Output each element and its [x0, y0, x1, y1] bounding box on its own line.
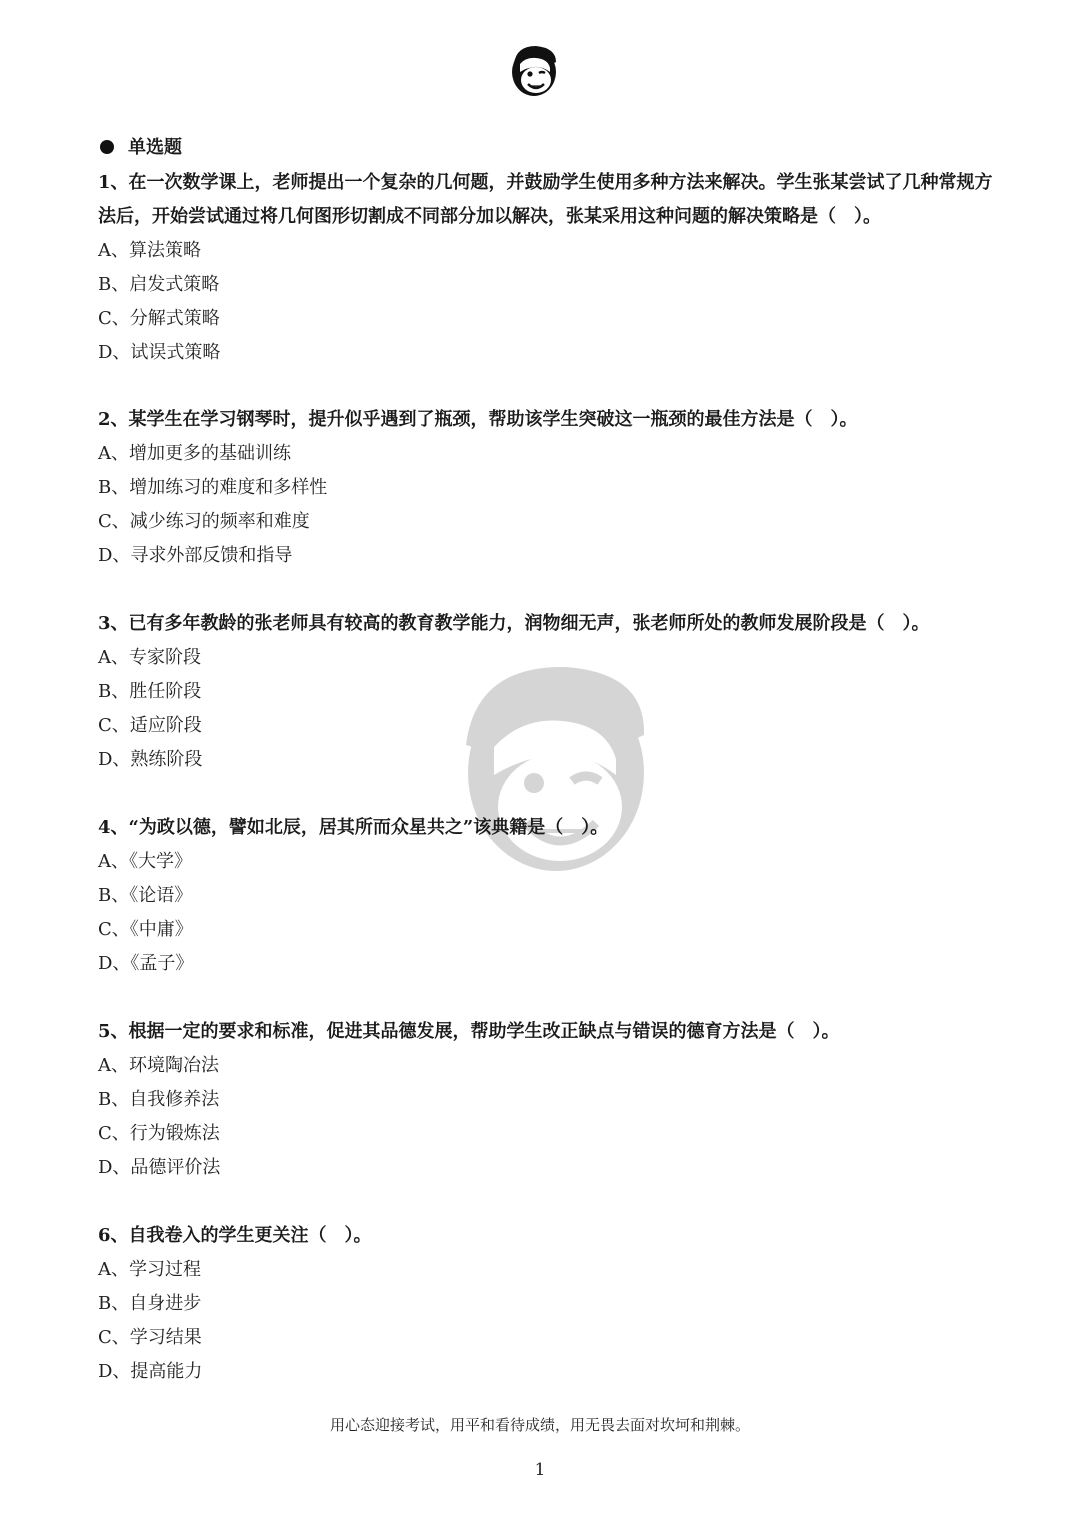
question-5: [98, 1015, 998, 1185]
option-a: A、专家阶段: [98, 647, 201, 668]
section-title: 单选题: [128, 137, 182, 158]
option-c: C、适应阶段: [98, 715, 202, 736]
option-d: D、寻求外部反馈和指导: [98, 545, 293, 566]
question-stem: 2、某学生在学习钢琴时，提升似乎遇到了瓶颈，帮助该学生突破这一瓶颈的最佳方法是（ ）。: [98, 409, 858, 430]
option-d: D、《孟子》: [98, 953, 194, 974]
option-c: C、减少练习的频率和难度: [98, 511, 310, 532]
option-a: A、算法策略: [98, 240, 201, 261]
option-b: B、胜任阶段: [98, 681, 202, 702]
option-a: A、环境陶冶法: [98, 1055, 219, 1076]
option-d: D、品德评价法: [98, 1157, 221, 1178]
footer-motto: 用心态迎接考试，用平和看待成绩，用无畏去面对坎坷和荆棘。: [329, 1416, 750, 1434]
question-stem: 4、“为政以德，譬如北辰，居其所而众星共之”该典籍是（ ）。: [98, 817, 609, 838]
option-c: C、行为锻炼法: [98, 1123, 220, 1144]
option-c: C、学习结果: [98, 1327, 202, 1348]
option-a: A、增加更多的基础训练: [98, 443, 291, 464]
question-stem: 6、自我卷入的学生更关注（ ）。: [98, 1225, 372, 1246]
bullet-dot-icon: [100, 140, 114, 154]
question-3: [98, 607, 998, 777]
question-stem: 3、已有多年教龄的张老师具有较高的教育教学能力，润物细无声，张老师所处的教师发展阶段是（ ）。: [98, 613, 930, 634]
question-stem: 1、在一次数学课上，老师提出一个复杂的几何题，并鼓励学生使用多种方法来解决。学生张某尝试了几种常规方法后，开始尝试通过将几何图形切割成不同部分加以解决，张某采用这种问题的解决策略是（ ）。: [98, 172, 993, 227]
question-2: [98, 403, 998, 573]
option-b: B、《论语》: [98, 885, 193, 906]
option-d: D、熟练阶段: [98, 749, 203, 770]
section-heading: [100, 134, 182, 162]
question-6: [98, 1219, 998, 1389]
option-b: B、自我修养法: [98, 1089, 220, 1110]
monkey-logo-icon: [506, 42, 562, 98]
option-a: A、《大学》: [98, 851, 192, 872]
question-4: [98, 811, 998, 981]
question-1: [98, 166, 998, 370]
option-b: B、增加练习的难度和多样性: [98, 477, 328, 498]
option-c: C、分解式策略: [98, 308, 220, 329]
option-b: B、启发式策略: [98, 274, 220, 295]
option-c: C、《中庸》: [98, 919, 193, 940]
option-d: D、试误式策略: [98, 342, 221, 363]
option-b: B、自身进步: [98, 1293, 202, 1314]
question-stem: 5、根据一定的要求和标准，促进其品德发展，帮助学生改正缺点与错误的德育方法是（ ）。: [98, 1021, 840, 1042]
option-a: A、学习过程: [98, 1259, 201, 1280]
option-d: D、提高能力: [98, 1361, 203, 1382]
page-number: 1: [534, 1460, 546, 1480]
